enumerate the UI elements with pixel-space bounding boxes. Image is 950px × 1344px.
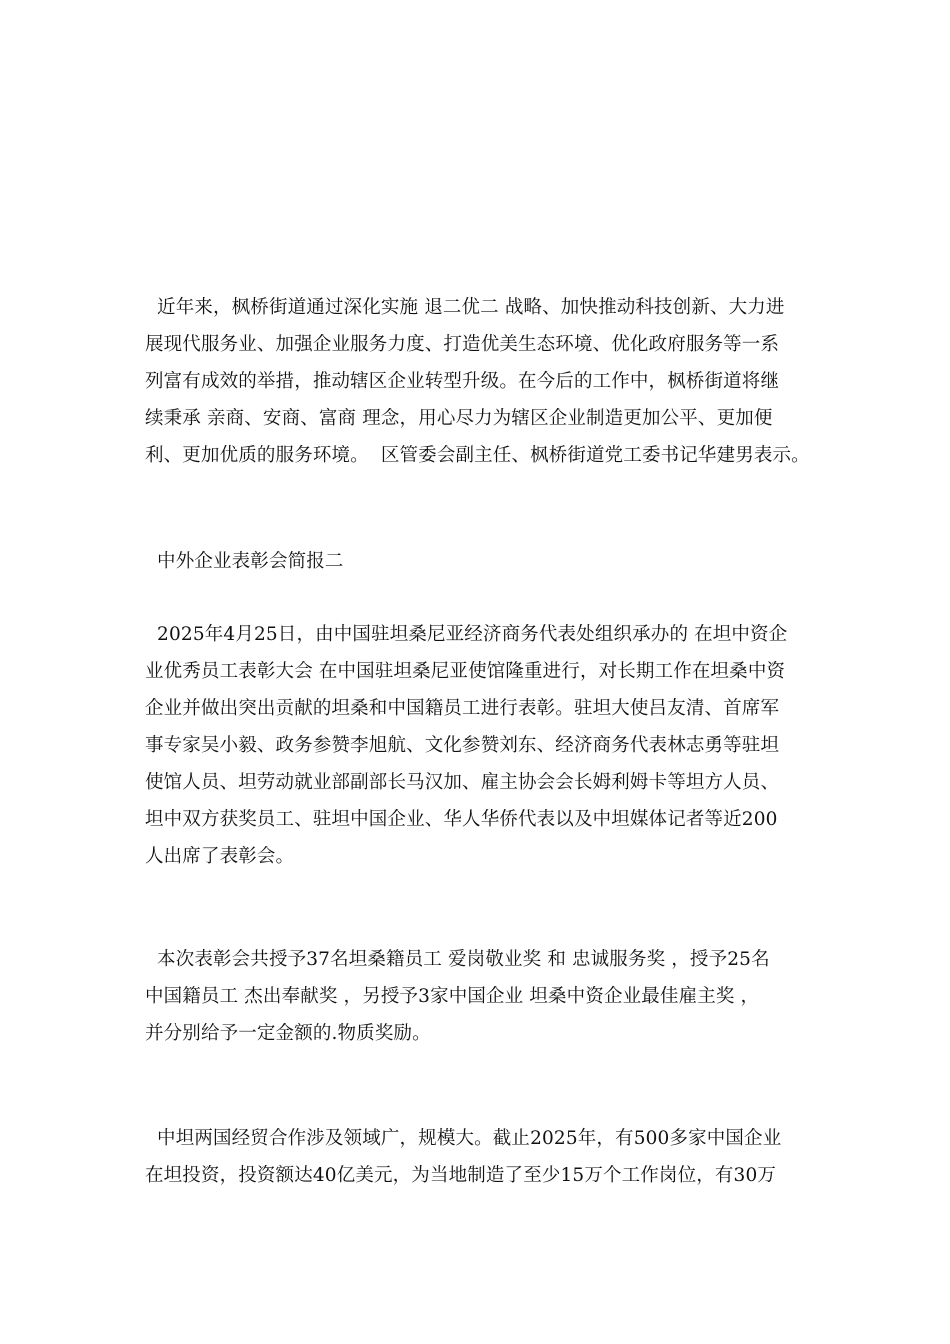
text-line: 事专家吴小毅、政务参赞李旭航、文化参赞刘东、经济商务代表林志勇等驻坦 bbox=[145, 735, 780, 756]
text-line: 在坦投资，投资额达40亿美元，为当地制造了至少15万个工作岗位，有30万 bbox=[145, 1165, 777, 1186]
text-line: 2025年4月25日，由中国驻坦桑尼亚经济商务代表处组织承办的 在坦中资企 bbox=[145, 624, 788, 645]
text-line: 展现代服务业、加强企业服务力度、打造优美生态环境、优化政府服务等一系 bbox=[145, 334, 780, 355]
text-line: 使馆人员、坦劳动就业部副部长马汉加、雇主协会会长姆利姆卡等坦方人员、 bbox=[145, 772, 780, 793]
text-line: 近年来，枫桥街道通过深化实施 退二优二 战略、加快推动科技创新、大力进 bbox=[145, 297, 785, 318]
section-heading: 中外企业表彰会简报二 bbox=[145, 551, 344, 572]
text-line: 并分别给予一定金额的.物质奖励。 bbox=[145, 1023, 431, 1044]
text-line: 续秉承 亲商、安商、富商 理念，用心尽力为辖区企业制造更加公平、更加便 bbox=[145, 408, 773, 429]
text-line: 业优秀员工表彰大会 在中国驻坦桑尼亚使馆隆重进行，对长期工作在坦桑中资 bbox=[145, 661, 786, 682]
text-line: 列富有成效的举措，推动辖区企业转型升级。在今后的工作中，枫桥街道将继 bbox=[145, 371, 780, 392]
text-line: 中坦两国经贸合作涉及领域广，规模大。截止2025年，有500多家中国企业 bbox=[145, 1128, 782, 1149]
text-line: 企业并做出突出贡献的坦桑和中国籍员工进行表彰。驻坦大使吕友清、首席军 bbox=[145, 698, 780, 719]
text-line: 坦中双方获奖员工、驻坦中国企业、华人华侨代表以及中坦媒体记者等近200 bbox=[145, 809, 778, 830]
text-line: 本次表彰会共授予37名坦桑籍员工 爱岗敬业奖 和 忠诚服务奖 ，授予25名 bbox=[145, 949, 770, 970]
text-line: 利、更加优质的服务环境。 区管委会副主任、枫桥街道党工委书记华建男表示。 bbox=[145, 445, 810, 466]
text-line: 人出席了表彰会。 bbox=[145, 846, 295, 867]
text-line: 中国籍员工 杰出奉献奖 ，另授予3家中国企业 坦桑中资企业最佳雇主奖 ， bbox=[145, 986, 760, 1007]
